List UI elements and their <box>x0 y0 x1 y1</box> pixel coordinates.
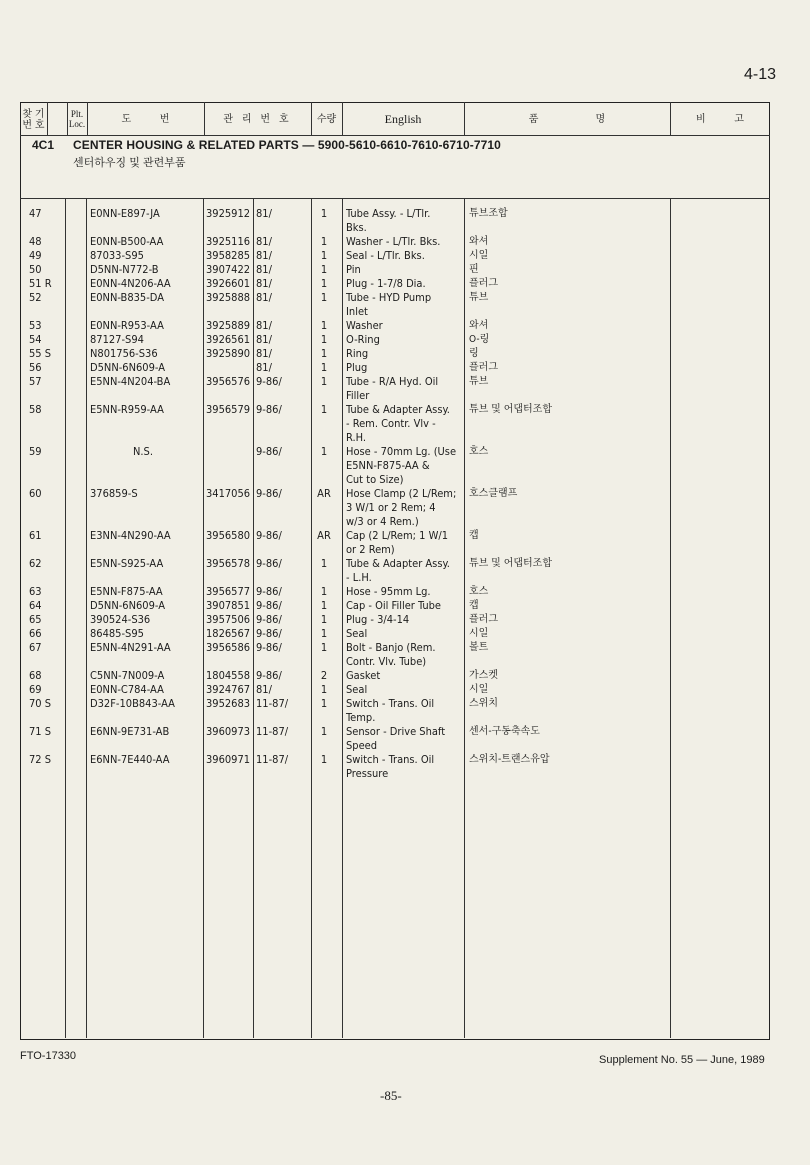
english-description: Plug - 1-7/8 Dia. <box>346 277 426 290</box>
korean-name: 튜브조합 <box>469 208 508 219</box>
korean-name: 플러그 <box>469 362 498 373</box>
table-row <box>0 221 810 235</box>
korean-name: 시일 <box>469 684 489 695</box>
ref-number: 65 <box>29 613 42 626</box>
quantity: 1 <box>320 291 328 304</box>
ref-number: 66 <box>29 627 42 640</box>
management-number: 3952683 <box>206 697 251 710</box>
management-number: 3956586 <box>206 641 251 654</box>
table-row <box>0 697 810 711</box>
table-row <box>0 305 810 319</box>
section-title: CENTER HOUSING & RELATED PARTS — 5900-5610-6610-7610-6710-7710 <box>73 138 501 152</box>
english-description: Switch - Trans. Oil <box>346 753 435 766</box>
part-number: E5NN-S925-AA <box>90 557 164 570</box>
table-row <box>0 599 810 613</box>
korean-name: 플러그 <box>469 614 498 625</box>
quantity: 1 <box>320 403 328 416</box>
ref-number: 60 <box>29 487 42 500</box>
column-divider <box>47 102 48 136</box>
date-code: 9-86/ <box>256 627 282 640</box>
ref-number: 51 R <box>29 277 52 290</box>
part-number: E0NN-4N206-AA <box>90 277 171 290</box>
table-row <box>0 445 810 459</box>
table-row <box>0 515 810 529</box>
management-number: 3417056 <box>206 487 251 500</box>
korean-name: 스위치-트랜스유압 <box>469 754 550 765</box>
english-description: Bolt - Banjo (Rem. <box>346 641 436 654</box>
ref-number: 72 S <box>29 753 52 766</box>
table-row <box>0 375 810 389</box>
part-number: 376859-S <box>90 487 138 500</box>
quantity: 1 <box>320 641 328 654</box>
english-description: Contr. Vlv. Tube) <box>346 655 427 668</box>
english-description: Tube & Adapter Assy. <box>346 557 450 570</box>
part-number: E5NN-4N291-AA <box>90 641 171 654</box>
korean-name: 플러그 <box>469 278 498 289</box>
date-code: 81/ <box>256 249 272 262</box>
header-part-number: 도 번 <box>121 114 170 125</box>
quantity: 1 <box>320 235 328 248</box>
part-number: E0NN-B500-AA <box>90 235 164 248</box>
english-description: Switch - Trans. Oil <box>346 697 435 710</box>
table-row <box>0 431 810 445</box>
english-description: Pressure <box>346 767 389 780</box>
table-row <box>0 627 810 641</box>
header-remarks: 비 고 <box>696 114 744 125</box>
english-description: Gasket <box>346 669 381 682</box>
table-row <box>0 291 810 305</box>
table-row <box>0 711 810 725</box>
ref-number: 47 <box>29 207 42 220</box>
ref-number: 69 <box>29 683 42 696</box>
quantity: 1 <box>320 599 328 612</box>
english-description: Hose Clamp (2 L/Rem; <box>346 487 457 500</box>
table-row <box>0 361 810 375</box>
management-number: 3925888 <box>206 291 251 304</box>
table-row <box>0 459 810 473</box>
header-management-number: 관 리 번 호 <box>223 114 292 125</box>
part-number: 86485-S95 <box>90 627 144 640</box>
korean-name: 볼트 <box>469 642 489 653</box>
quantity: 1 <box>320 347 328 360</box>
ref-number: 50 <box>29 263 42 276</box>
korean-name: 핀 <box>469 264 479 275</box>
ref-number: 62 <box>29 557 42 570</box>
management-number: 3926561 <box>206 333 251 346</box>
quantity: 1 <box>320 557 328 570</box>
english-description: Cap - Oil Filler Tube <box>346 599 442 612</box>
date-code: 9-86/ <box>256 557 282 570</box>
english-description: Sensor - Drive Shaft <box>346 725 446 738</box>
management-number: 3926601 <box>206 277 251 290</box>
table-row <box>0 753 810 767</box>
korean-name: 시일 <box>469 250 489 261</box>
date-code: 81/ <box>256 235 272 248</box>
ref-number: 56 <box>29 361 42 374</box>
table-row <box>0 725 810 739</box>
date-code: 81/ <box>256 333 272 346</box>
date-code: 11-87/ <box>256 725 289 738</box>
part-number: D32F-10B843-AA <box>90 697 175 710</box>
table-row <box>0 333 810 347</box>
korean-name: 캡 <box>469 530 479 541</box>
date-code: 9-86/ <box>256 669 282 682</box>
ref-number: 59 <box>29 445 42 458</box>
ref-number: 70 S <box>29 697 52 710</box>
header-korean-name: 품 명 <box>528 114 606 125</box>
management-number: 3925912 <box>206 207 251 220</box>
table-row <box>0 249 810 263</box>
ref-number: 68 <box>29 669 42 682</box>
part-number: E0NN-R953-AA <box>90 319 164 332</box>
ref-number: 63 <box>29 585 42 598</box>
english-description: Filler <box>346 389 370 402</box>
quantity: 1 <box>320 361 328 374</box>
korean-name: 튜브 <box>469 292 489 303</box>
date-code: 9-86/ <box>256 613 282 626</box>
korean-name: 튜브 및 어댑터조합 <box>469 404 552 415</box>
english-description: Seal <box>346 627 368 640</box>
table-row <box>0 613 810 627</box>
table-row <box>0 487 810 501</box>
korean-name: 호스 <box>469 446 489 457</box>
ref-number: 64 <box>29 599 42 612</box>
english-description: Bks. <box>346 221 367 234</box>
english-description: Hose - 95mm Lg. <box>346 585 431 598</box>
management-number: 3957506 <box>206 613 251 626</box>
part-number: E6NN-7E440-AA <box>90 753 170 766</box>
part-number: E0NN-B835-DA <box>90 291 164 304</box>
korean-name: 튜브 <box>469 376 489 387</box>
management-number: 3924767 <box>206 683 251 696</box>
part-number: D5NN-6N609-A <box>90 599 165 612</box>
quantity: 1 <box>320 249 328 262</box>
english-description: Plug - 3/4-14 <box>346 613 410 626</box>
part-number: 87033-S95 <box>90 249 144 262</box>
management-number: 3956576 <box>206 375 251 388</box>
management-number: 3956579 <box>206 403 251 416</box>
quantity: 1 <box>320 319 328 332</box>
date-code: 9-86/ <box>256 403 282 416</box>
part-number: E3NN-4N290-AA <box>90 529 171 542</box>
quantity: AR <box>317 487 331 500</box>
english-description: 3 W/1 or 2 Rem; 4 <box>346 501 436 514</box>
date-code: 9-86/ <box>256 599 282 612</box>
english-description: Plug <box>346 361 368 374</box>
management-number: 3925116 <box>206 235 251 248</box>
management-number: 3956578 <box>206 557 251 570</box>
english-description: Tube Assy. - L/Tlr. <box>346 207 431 220</box>
quantity: 1 <box>320 585 328 598</box>
quantity: 1 <box>320 613 328 626</box>
part-number: C5NN-7N009-A <box>90 669 165 682</box>
quantity: 2 <box>320 669 328 682</box>
table-row <box>0 235 810 249</box>
date-code: 9-86/ <box>256 641 282 654</box>
table-row <box>0 641 810 655</box>
ref-number: 58 <box>29 403 42 416</box>
table-row <box>0 473 810 487</box>
english-description: Washer <box>346 319 383 332</box>
quantity: 1 <box>320 683 328 696</box>
table-row <box>0 403 810 417</box>
ref-number: 55 S <box>29 347 52 360</box>
part-number: E5NN-4N204-BA <box>90 375 171 388</box>
table-row <box>0 767 810 781</box>
ref-number: 48 <box>29 235 42 248</box>
header-plant-location: Plt. Loc. <box>68 108 86 129</box>
date-code: 81/ <box>256 683 272 696</box>
management-number: 3956580 <box>206 529 251 542</box>
part-number: 87127-S94 <box>90 333 144 346</box>
quantity: 1 <box>320 445 328 458</box>
ref-number: 71 S <box>29 725 52 738</box>
page-number: 4-13 <box>744 66 777 83</box>
quantity: 1 <box>320 333 328 346</box>
korean-name: 가스켓 <box>469 670 498 681</box>
table-row <box>0 669 810 683</box>
date-code: 9-86/ <box>256 529 282 542</box>
supplement-note: Supplement No. 55 — June, 1989 <box>599 1054 765 1066</box>
english-description: Inlet <box>346 305 368 318</box>
ref-number: 49 <box>29 249 42 262</box>
date-code: 81/ <box>256 347 272 360</box>
header-ref-no: 찾 기 번 호 <box>22 108 45 131</box>
quantity: 1 <box>320 263 328 276</box>
english-description: E5NN-F875-AA & <box>346 459 430 472</box>
table-row <box>0 417 810 431</box>
date-code: 9-86/ <box>256 487 282 500</box>
date-code: 9-86/ <box>256 375 282 388</box>
table-row <box>0 263 810 277</box>
table-row <box>0 585 810 599</box>
parts-rows <box>0 207 810 781</box>
date-code: 81/ <box>256 291 272 304</box>
quantity: 1 <box>320 375 328 388</box>
footer-page-number: -85- <box>380 1088 402 1103</box>
document-code: FTO-17330 <box>20 1050 77 1062</box>
part-number: D5NN-N772-B <box>90 263 159 276</box>
date-code: 81/ <box>256 207 272 220</box>
table-row <box>0 319 810 333</box>
korean-name: 호스클램프 <box>469 488 518 499</box>
table-row <box>0 655 810 669</box>
english-description: - Rem. Contr. Vlv - <box>346 417 436 430</box>
english-description: Tube - HYD Pump <box>346 291 432 304</box>
table-row <box>0 347 810 361</box>
english-description: Cut to Size) <box>346 473 404 486</box>
date-code: 81/ <box>256 319 272 332</box>
management-number: 3907422 <box>206 263 251 276</box>
ref-number: 57 <box>29 375 42 388</box>
part-number: E5NN-F875-AA <box>90 585 163 598</box>
english-description: Pin <box>346 263 361 276</box>
part-number: E0NN-E897-JA <box>90 207 160 220</box>
korean-name: 와셔 <box>469 236 489 247</box>
quantity: AR <box>317 529 331 542</box>
ref-number: 67 <box>29 641 42 654</box>
korean-name: 캡 <box>469 600 479 611</box>
quantity: 1 <box>320 277 328 290</box>
korean-name: O-링 <box>469 334 490 345</box>
english-description: Tube - R/A Hyd. Oil <box>346 375 439 388</box>
quantity: 1 <box>320 753 328 766</box>
management-number: 1826567 <box>206 627 251 640</box>
header-quantity: 수량 <box>316 114 337 125</box>
quantity: 1 <box>320 627 328 640</box>
table-row <box>0 739 810 753</box>
date-code: 81/ <box>256 277 272 290</box>
ref-number: 54 <box>29 333 42 346</box>
section-divider <box>20 198 770 199</box>
table-row <box>0 529 810 543</box>
management-number: 3958285 <box>206 249 251 262</box>
english-description: R.H. <box>346 431 367 444</box>
korean-name: 호스 <box>469 586 489 597</box>
table-row <box>0 571 810 585</box>
date-code: 9-86/ <box>256 585 282 598</box>
english-description: O-Ring <box>346 333 380 346</box>
management-number: 3960973 <box>206 725 251 738</box>
english-description: - L.H. <box>346 571 372 584</box>
korean-name: 튜브 및 어댑터조합 <box>469 558 552 569</box>
korean-name: 링 <box>469 348 479 359</box>
table-row <box>0 501 810 515</box>
management-number: 1804558 <box>206 669 251 682</box>
part-number: E5NN-R959-AA <box>90 403 164 416</box>
english-description: Washer - L/Tlr. Bks. <box>346 235 441 248</box>
management-number: 3925890 <box>206 347 251 360</box>
table-row <box>0 543 810 557</box>
part-number: 390524-S36 <box>90 613 151 626</box>
ref-number: 61 <box>29 529 42 542</box>
english-description: Tube & Adapter Assy. <box>346 403 450 416</box>
quantity: 1 <box>320 207 328 220</box>
part-number: N801756-S36 <box>90 347 158 360</box>
korean-name: 와셔 <box>469 320 489 331</box>
english-description: Seal - L/Tlr. Bks. <box>346 249 425 262</box>
date-code: 9-86/ <box>256 445 282 458</box>
table-row <box>0 557 810 571</box>
section-code: 4C1 <box>32 138 55 152</box>
date-code: 11-87/ <box>256 697 289 710</box>
ref-number: 53 <box>29 319 42 332</box>
table-row <box>0 683 810 697</box>
management-number: 3907851 <box>206 599 251 612</box>
english-description: w/3 or 4 Rem.) <box>346 515 419 528</box>
date-code: 11-87/ <box>256 753 289 766</box>
korean-name: 스위치 <box>469 698 498 709</box>
date-code: 81/ <box>256 263 272 276</box>
korean-name: 센서-구동축속도 <box>469 726 540 737</box>
table-row <box>0 277 810 291</box>
table-row <box>0 389 810 403</box>
part-number: E0NN-C784-AA <box>90 683 164 696</box>
section-subtitle: 센터하우징 및 관련부품 <box>73 156 186 169</box>
part-number: N.S. <box>133 445 153 458</box>
header-english: English <box>384 111 422 126</box>
date-code: 81/ <box>256 361 272 374</box>
korean-name: 시일 <box>469 628 489 639</box>
quantity: 1 <box>320 725 328 738</box>
english-description: Ring <box>346 347 369 360</box>
part-number: D5NN-6N609-A <box>90 361 165 374</box>
ref-number: 52 <box>29 291 42 304</box>
part-number: E6NN-9E731-AB <box>90 725 170 738</box>
english-description: Speed <box>346 739 378 752</box>
quantity: 1 <box>320 697 328 710</box>
table-row <box>0 207 810 221</box>
management-number: 3960971 <box>206 753 251 766</box>
english-description: Cap (2 L/Rem; 1 W/1 <box>346 529 448 542</box>
management-number: 3956577 <box>206 585 251 598</box>
english-description: Seal <box>346 683 368 696</box>
management-number: 3925889 <box>206 319 251 332</box>
english-description: or 2 Rem) <box>346 543 395 556</box>
english-description: Temp. <box>346 711 376 724</box>
english-description: Hose - 70mm Lg. (Use <box>346 445 457 458</box>
